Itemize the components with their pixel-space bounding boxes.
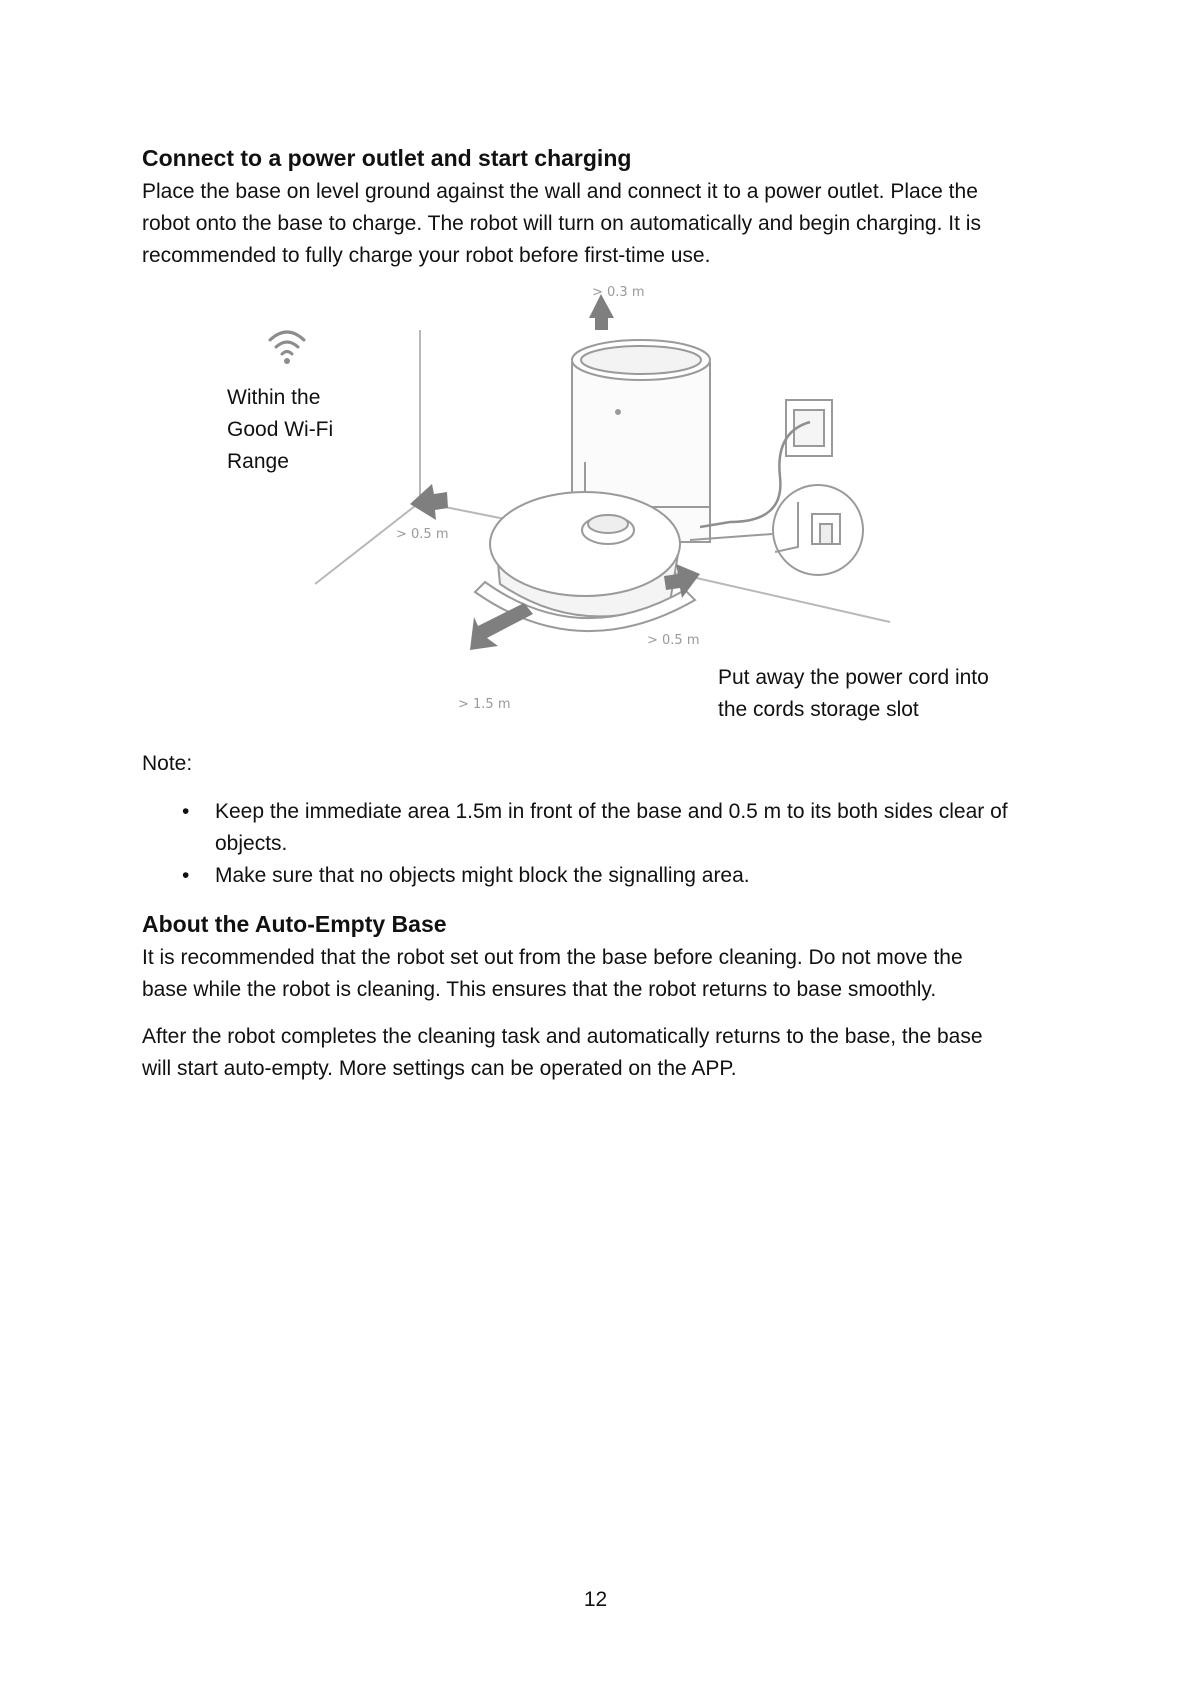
dim-label-front: > 1.5 m (458, 697, 511, 712)
cord-caption-line-1: Put away the power cord into (718, 666, 989, 689)
connect-line-2: robot onto the base to charge. The robot will turn on automatically and begin charging. It is (142, 212, 981, 235)
dim-label-right: > 0.5 m (647, 633, 700, 648)
dim-label-top: > 0.3 m (592, 285, 645, 300)
connect-line-1: Place the base on level ground against the wall and connect it to a power outlet. Place the (142, 180, 978, 203)
floor-right-line (670, 572, 890, 622)
base-placement-illustration (200, 282, 1060, 730)
connect-line-3: recommended to fully charge your robot before first-time use. (142, 244, 711, 267)
list-item (142, 796, 1072, 860)
auto-empty-paragraph-1 (142, 942, 1062, 1006)
power-outlet (786, 400, 832, 456)
wifi-caption-line-1: Within the (227, 386, 321, 409)
arrow-left-clearance (410, 484, 448, 520)
cord-caption-line-2: the cords storage slot (718, 698, 919, 721)
cord-storage-slot-detail (690, 485, 863, 575)
connect-paragraph (142, 176, 1062, 272)
page-number: 12 (583, 1588, 608, 1611)
wifi-icon (270, 332, 304, 364)
list-item (142, 860, 1072, 892)
auto-empty-p1-line-1: It is recommended that the robot set out from the base before cleaning. Do not move the (142, 946, 963, 969)
heading-connect-power: Connect to a power outlet and start charging (142, 145, 632, 171)
bullet-icon: • (182, 800, 190, 823)
note-1-line-1: Keep the immediate area 1.5m in front of the base and 0.5 m to its both sides clear of (215, 800, 1008, 823)
wifi-caption-line-3: Range (227, 450, 289, 473)
arrow-front-clearance (470, 603, 533, 650)
note-label: Note: (142, 752, 193, 775)
note-list (142, 796, 1072, 892)
wifi-range-caption (227, 382, 333, 478)
bullet-icon: • (182, 864, 190, 887)
auto-empty-p1-line-2: base while the robot is cleaning. This ensures that the robot returns to base smoothly. (142, 978, 937, 1001)
note-2-line-1: Make sure that no objects might block the signalling area. (215, 864, 750, 887)
wifi-caption-line-2: Good Wi-Fi (227, 418, 334, 441)
cord-storage-caption (718, 662, 989, 726)
note-1-line-2: objects. (215, 832, 288, 855)
auto-empty-paragraph-2 (142, 1021, 1062, 1085)
dim-label-left: > 0.5 m (396, 527, 449, 542)
robot-vacuum (475, 492, 695, 631)
auto-empty-p2-line-1: After the robot completes the cleaning task and automatically returns to the base, the base (142, 1025, 983, 1048)
heading-auto-empty-base: About the Auto-Empty Base (142, 911, 447, 937)
auto-empty-p2-line-2: will start auto-empty. More settings can be operated on the APP. (142, 1057, 737, 1080)
floor-left-line (315, 502, 420, 584)
